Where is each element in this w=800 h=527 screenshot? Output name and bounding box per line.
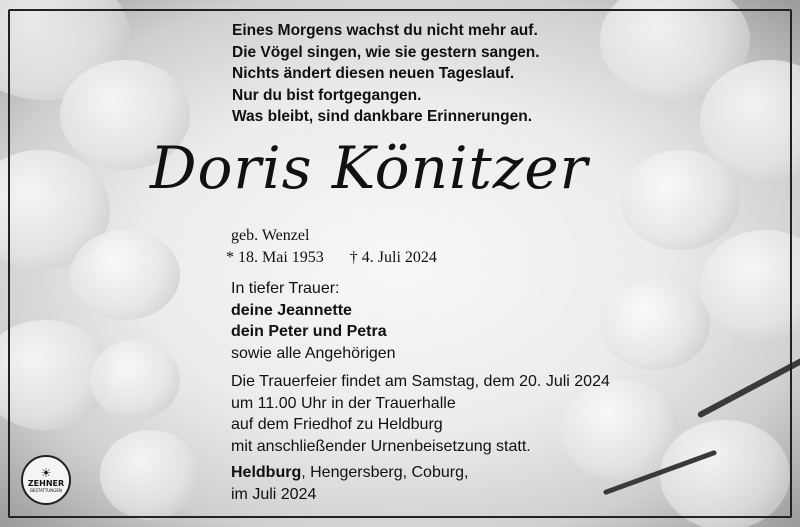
mourner-line: dein Peter und Petra [231, 323, 387, 340]
service-line: um 11.00 Uhr in der Trauerhalle [231, 394, 456, 412]
logo-subtitle: BESTATTUNGEN [30, 488, 62, 493]
service-line: auf dem Friedhof zu Heldburg [231, 416, 443, 433]
mourner-line: deine Jeannette [231, 301, 352, 319]
funeral-home-logo [21, 455, 71, 505]
town-bold: Heldburg [231, 464, 302, 481]
death-date: † 4. Juli 2024 [349, 249, 437, 266]
deceased-name: Doris Könitzer [150, 134, 589, 202]
issue-date: im Juli 2024 [231, 485, 317, 503]
mourners-intro: In tiefer Trauer: [231, 280, 340, 297]
mourners [231, 278, 396, 364]
logo-brand: ZEHNER [27, 479, 65, 488]
mourner-line: sowie alle Angehörigen [231, 344, 396, 362]
poem-line: Nichts ändert diesen neuen Tageslauf. [232, 65, 515, 82]
life-dates [226, 249, 437, 267]
birth-date: * 18. Mai 1953 [226, 249, 324, 266]
towns-rest: , Hengersberg, Coburg, [301, 464, 469, 481]
funeral-service-info [231, 371, 610, 457]
poem-line: Eines Morgens wachst du nicht mehr auf. [232, 22, 538, 39]
poem-line: Was bleibt, sind dankbare Erinnerungen. [232, 108, 533, 125]
maiden-name: geb. Wenzel [231, 227, 310, 244]
poem-line: Die Vögel singen, wie sie gestern sangen. [232, 43, 540, 61]
place-and-date [231, 462, 468, 505]
poem-line: Nur du bist fortgegangen. [232, 86, 422, 104]
sun-icon: ☀ [40, 466, 52, 480]
service-line: Die Trauerfeier findet am Samstag, dem 20. Juli 2024 [231, 373, 610, 390]
poem [232, 20, 540, 128]
service-line: mit anschließender Urnenbeisetzung statt. [231, 437, 531, 455]
